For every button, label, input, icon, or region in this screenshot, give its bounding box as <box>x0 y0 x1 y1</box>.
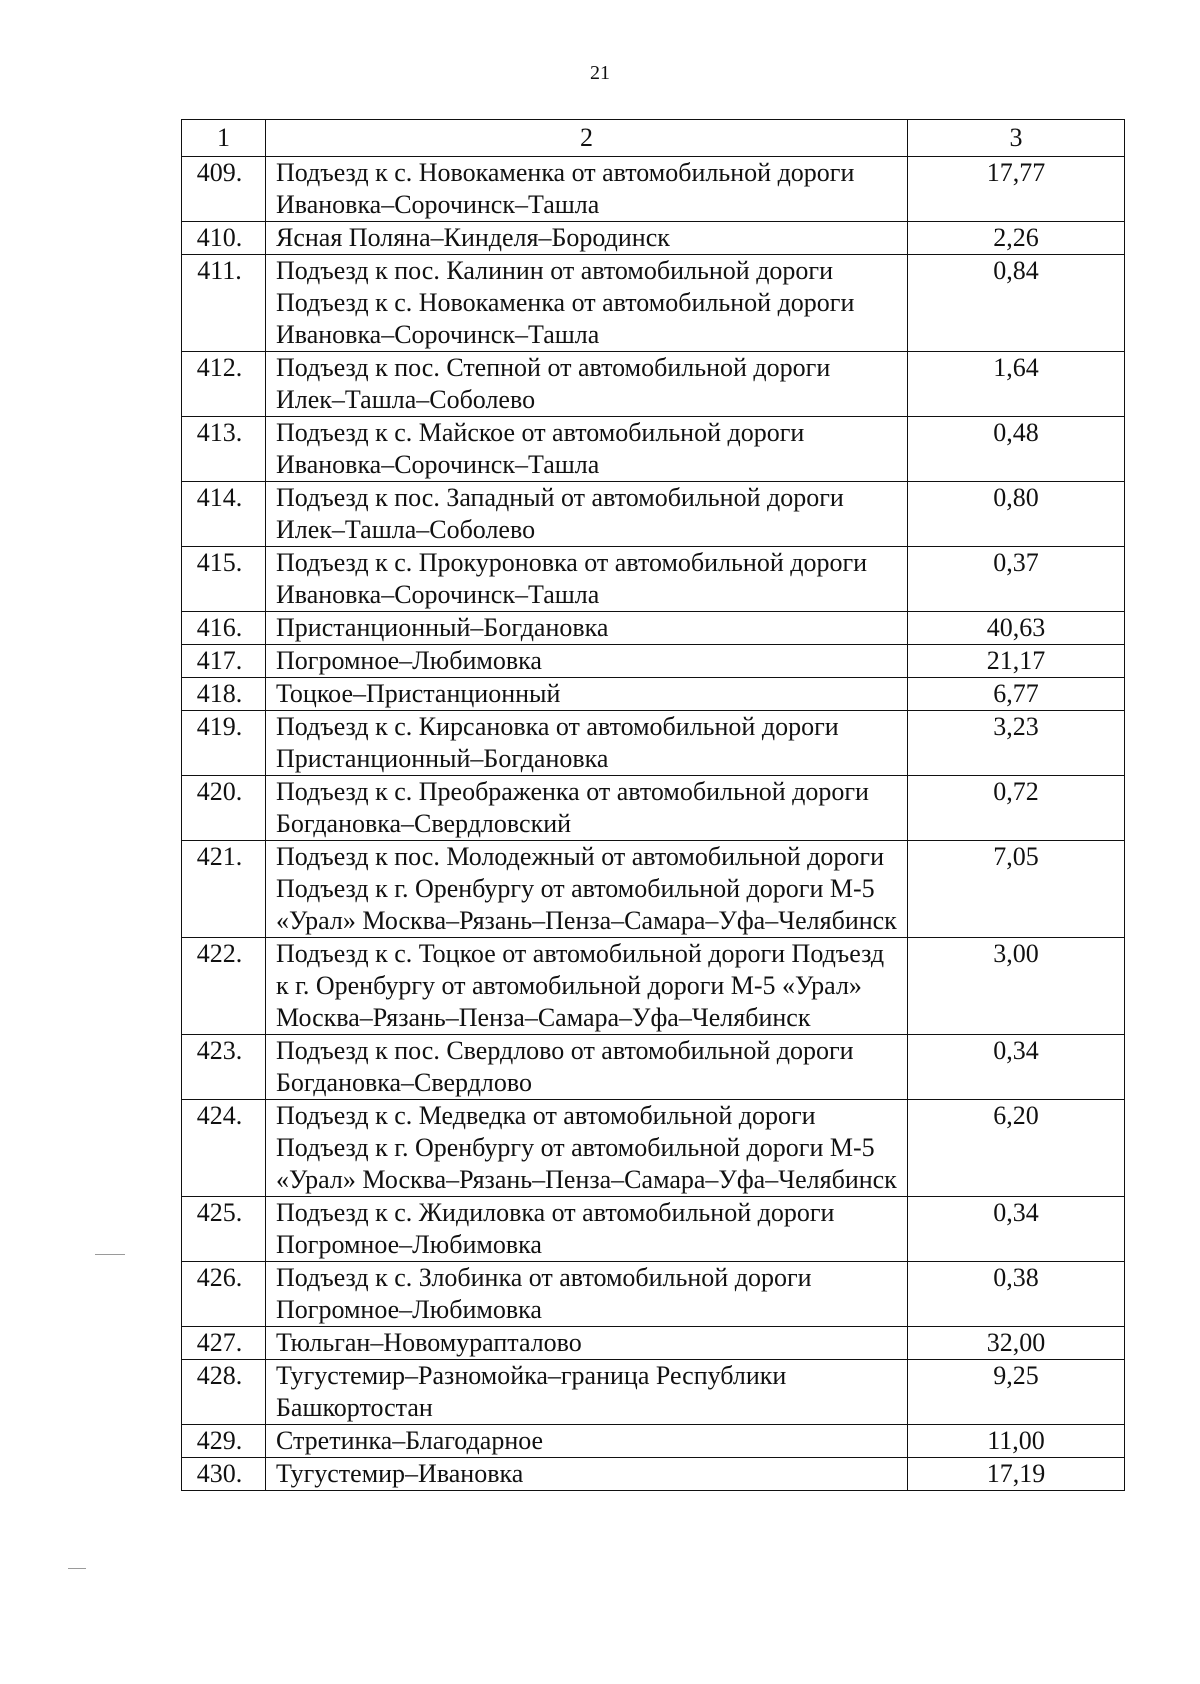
table-body <box>182 157 1125 1491</box>
road-length: 6,77 <box>908 678 1125 711</box>
roads-table <box>181 119 1125 1491</box>
row-number: 419. <box>182 711 266 776</box>
row-number: 421. <box>182 841 266 938</box>
table-row <box>182 776 1125 841</box>
table-row <box>182 1425 1125 1458</box>
row-number: 420. <box>182 776 266 841</box>
table-header <box>182 120 1125 157</box>
table-row <box>182 1327 1125 1360</box>
table-row <box>182 678 1125 711</box>
road-length: 0,80 <box>908 482 1125 547</box>
road-name: Стретинка–Благодарное <box>266 1425 908 1458</box>
road-name: Подъезд к с. Преображенка от автомобильной дороги Богдановка–Свердловский <box>266 776 908 841</box>
table-row <box>182 938 1125 1035</box>
column-header-name: 2 <box>266 120 908 157</box>
table-row <box>182 157 1125 222</box>
page-number: 21 <box>590 62 610 84</box>
column-header-length: 3 <box>908 120 1125 157</box>
road-length: 21,17 <box>908 645 1125 678</box>
row-number: 410. <box>182 222 266 255</box>
table-row <box>182 612 1125 645</box>
row-number: 413. <box>182 417 266 482</box>
road-name: Тугустемир–Ивановка <box>266 1458 908 1491</box>
row-number: 428. <box>182 1360 266 1425</box>
road-name: Тоцкое–Пристанционный <box>266 678 908 711</box>
road-length: 7,05 <box>908 841 1125 938</box>
road-name: Подъезд к с. Прокуроновка от автомобильной дороги Ивановка–Сорочинск–Ташла <box>266 547 908 612</box>
road-length: 40,63 <box>908 612 1125 645</box>
road-length: 17,19 <box>908 1458 1125 1491</box>
row-number: 416. <box>182 612 266 645</box>
table-row <box>182 417 1125 482</box>
row-number: 429. <box>182 1425 266 1458</box>
table-row <box>182 222 1125 255</box>
road-length: 3,23 <box>908 711 1125 776</box>
road-length: 0,34 <box>908 1197 1125 1262</box>
road-length: 0,34 <box>908 1035 1125 1100</box>
road-name: Подъезд к пос. Молодежный от автомобильной дороги Подъезд к г. Оренбургу от автомобильной дороги М-5 «Урал» Москва–Рязань–Пенза–Самара–Уфа–Челябинск <box>266 841 908 938</box>
road-name: Ясная Поляна–Кинделя–Бородинск <box>266 222 908 255</box>
row-number: 427. <box>182 1327 266 1360</box>
road-length: 9,25 <box>908 1360 1125 1425</box>
road-length: 32,00 <box>908 1327 1125 1360</box>
table-row <box>182 352 1125 417</box>
road-length: 0,84 <box>908 255 1125 352</box>
road-name: Подъезд к пос. Степной от автомобильной дороги Илек–Ташла–Соболево <box>266 352 908 417</box>
row-number: 415. <box>182 547 266 612</box>
table-row <box>182 1100 1125 1197</box>
row-number: 418. <box>182 678 266 711</box>
road-name: Подъезд к пос. Калинин от автомобильной дороги Подъезд к с. Новокаменка от автомобильной дороги Ивановка–Сорочинск–Ташла <box>266 255 908 352</box>
row-number: 426. <box>182 1262 266 1327</box>
road-name: Подъезд к пос. Западный от автомобильной дороги Илек–Ташла–Соболево <box>266 482 908 547</box>
road-name: Подъезд к с. Злобинка от автомобильной дороги Погромное–Любимовка <box>266 1262 908 1327</box>
road-name: Подъезд к с. Майское от автомобильной дороги Ивановка–Сорочинск–Ташла <box>266 417 908 482</box>
row-number: 412. <box>182 352 266 417</box>
road-name: Подъезд к с. Новокаменка от автомобильной дороги Ивановка–Сорочинск–Ташла <box>266 157 908 222</box>
row-number: 423. <box>182 1035 266 1100</box>
road-length: 0,48 <box>908 417 1125 482</box>
row-number: 414. <box>182 482 266 547</box>
road-length: 1,64 <box>908 352 1125 417</box>
table-row <box>182 645 1125 678</box>
road-name: Подъезд к пос. Свердлово от автомобильной дороги Богдановка–Свердлово <box>266 1035 908 1100</box>
table-row <box>182 711 1125 776</box>
row-number: 425. <box>182 1197 266 1262</box>
table-row <box>182 1360 1125 1425</box>
table-row <box>182 1262 1125 1327</box>
road-name: Погромное–Любимовка <box>266 645 908 678</box>
road-length: 6,20 <box>908 1100 1125 1197</box>
row-number: 422. <box>182 938 266 1035</box>
scan-artifact <box>95 1254 125 1255</box>
road-length: 2,26 <box>908 222 1125 255</box>
road-name: Подъезд к с. Тоцкое от автомобильной дороги Подъезд к г. Оренбургу от автомобильной дороги М-5 «Урал» Москва–Рязань–Пенза–Самара–Уфа–Челябинск <box>266 938 908 1035</box>
table-row <box>182 1035 1125 1100</box>
road-name: Подъезд к с. Медведка от автомобильной дороги Подъезд к г. Оренбургу от автомобильной дороги М-5 «Урал» Москва–Рязань–Пенза–Самара–Уфа–Челябинск <box>266 1100 908 1197</box>
road-name: Подъезд к с. Кирсановка от автомобильной дороги Пристанционный–Богдановка <box>266 711 908 776</box>
table-row <box>182 841 1125 938</box>
row-number: 430. <box>182 1458 266 1491</box>
row-number: 417. <box>182 645 266 678</box>
row-number: 409. <box>182 157 266 222</box>
road-length: 0,37 <box>908 547 1125 612</box>
table-row <box>182 1458 1125 1491</box>
road-length: 3,00 <box>908 938 1125 1035</box>
scan-artifact <box>68 1568 86 1569</box>
road-length: 0,72 <box>908 776 1125 841</box>
road-name: Тюльган–Новомурапталово <box>266 1327 908 1360</box>
road-name: Подъезд к с. Жидиловка от автомобильной дороги Погромное–Любимовка <box>266 1197 908 1262</box>
road-name: Пристанционный–Богдановка <box>266 612 908 645</box>
table-row <box>182 482 1125 547</box>
road-name: Тугустемир–Разномойка–граница Республики Башкортостан <box>266 1360 908 1425</box>
road-length: 17,77 <box>908 157 1125 222</box>
road-length: 11,00 <box>908 1425 1125 1458</box>
table-header-row <box>182 120 1125 157</box>
table-row <box>182 255 1125 352</box>
table-row <box>182 547 1125 612</box>
row-number: 411. <box>182 255 266 352</box>
column-header-number: 1 <box>182 120 266 157</box>
row-number: 424. <box>182 1100 266 1197</box>
table-row <box>182 1197 1125 1262</box>
road-length: 0,38 <box>908 1262 1125 1327</box>
